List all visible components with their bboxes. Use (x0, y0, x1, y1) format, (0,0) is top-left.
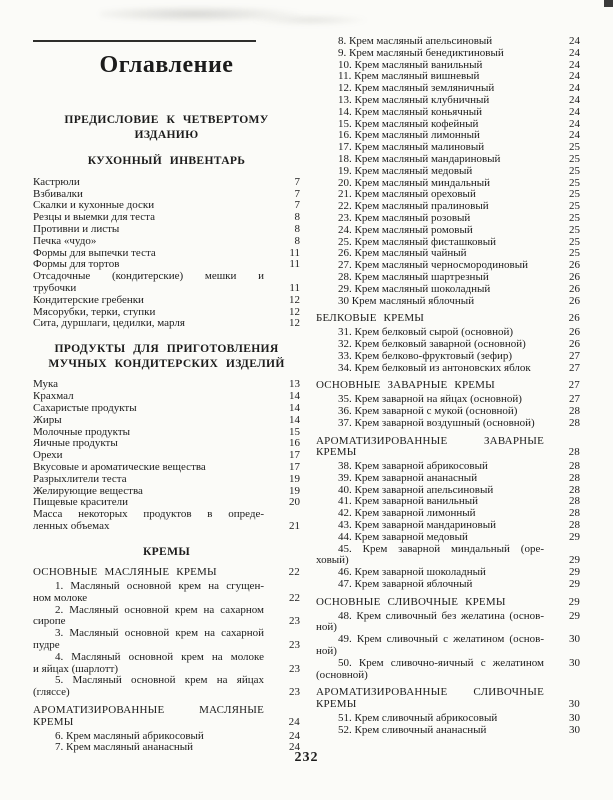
toc-section-entry (316, 687, 580, 711)
toc-entry-text: 22. Крем масляный пралиновый (338, 200, 489, 213)
toc-entry (316, 48, 580, 60)
toc-entry (316, 284, 580, 296)
toc-page-number: 24 (569, 82, 580, 95)
toc-entry-text: 18. Крем масляный мандариновый (338, 152, 501, 165)
toc-page-number: 24 (288, 715, 300, 728)
divider-rule (33, 40, 256, 42)
toc-page-number: 24 (569, 58, 580, 71)
toc-page-number: 29 (569, 609, 580, 622)
toc-page-number: 27 (569, 361, 580, 374)
toc-entry (316, 725, 580, 737)
toc-page-number: 29 (569, 530, 580, 543)
toc-line (33, 567, 300, 579)
toc-entry-text: 21. Крем масляный ореховый (338, 188, 476, 201)
toc-page-number: 20 (289, 496, 300, 509)
toc-entry-text: МУЧНЫХ КОНДИТЕРСКИХ ИЗДЕЛИЙ (48, 356, 285, 370)
toc-page-number: 8 (294, 222, 300, 235)
toc-entry-text: 20. Крем масляный миндальный (338, 176, 491, 189)
toc-page-number: 23 (289, 639, 300, 652)
toc-entry (316, 351, 580, 363)
toc-entry-text: 3. Масляный основной крем на сахарной (55, 627, 264, 640)
toc-entry-text: АРОМАТИЗИРОВАННЫЕ МАСЛЯНЫЕ (33, 704, 264, 717)
toc-entry-text: 14. Крем масляный коньячный (338, 105, 482, 118)
toc-line (33, 154, 300, 169)
toc-entry (33, 295, 300, 307)
toc-page-number: 28 (569, 483, 580, 496)
toc-line (316, 213, 580, 225)
toc-entry-text: 51. Крем сливочный абрикосовый (338, 712, 498, 725)
toc-entry-text: КРЕМЫ (316, 698, 357, 711)
toc-entry (316, 225, 580, 237)
toc-line (316, 725, 580, 737)
toc-page-number: 26 (568, 312, 580, 325)
toc-page-number: 24 (569, 46, 580, 59)
toc-page-number: 29 (569, 554, 580, 567)
toc-entry-text: БЕЛКОВЫЕ КРЕМЫ (316, 312, 425, 325)
toc-page-number: 11 (289, 281, 300, 294)
toc-section-entry (316, 313, 580, 325)
toc-line (316, 296, 580, 308)
toc-entry-text: 41. Крем заварной ванильный (338, 495, 478, 508)
toc-section-entry (316, 436, 580, 460)
toc-entry (33, 509, 300, 533)
toc-entry-text: 52. Крем сливочный ананасный (338, 723, 487, 736)
toc-entry-text: 30 Крем масляный яблочный (338, 294, 475, 307)
toc-page-number: 30 (569, 656, 580, 669)
toc-entry-text: трубочки (33, 281, 77, 294)
toc-entry-text: Формы для выпечки теста (33, 246, 156, 259)
toc-page-number: 28 (569, 460, 580, 473)
toc-entry-text: Сахаристые продукты (33, 401, 137, 414)
folio-page-number: 232 (294, 750, 319, 765)
toc-entry-text: АРОМАТИЗИРОВАННЫЕ СЛИВОЧНЫЕ (316, 686, 544, 699)
toc-entry-text: 5. Масляный основной крем на яйцах (55, 674, 264, 687)
toc-entry (316, 611, 580, 635)
toc-page-number: 24 (569, 70, 580, 83)
toc-entry-text: Сита, дуршлаги, цедилки, марля (33, 317, 185, 330)
toc-entry (33, 581, 300, 605)
toc-entry-text: 43. Крем заварной мандариновый (338, 519, 496, 532)
toc-page-number: 11 (289, 258, 300, 271)
toc-line (316, 473, 580, 485)
toc-line (33, 357, 300, 372)
toc-entry-text: 42. Крем заварной лимонный (338, 507, 476, 520)
toc-line (316, 351, 580, 363)
toc-line (33, 474, 300, 486)
toc-entry-text: КУХОННЫЙ ИНВЕНТАРЬ (87, 154, 246, 168)
toc-entry-text: ПРОДУКТЫ ДЛЯ ПРИГОТОВЛЕНИЯ (54, 342, 279, 356)
toc-page-number: 28 (569, 507, 580, 520)
toc-page-number: 25 (569, 141, 580, 154)
toc-entry (316, 213, 580, 225)
toc-entry-text: 38. Крем заварной абрикосовый (338, 460, 488, 473)
toc-line (33, 462, 300, 474)
toc-line (316, 611, 580, 623)
toc-entry-text: Яичные продукты (33, 437, 118, 450)
toc-line (33, 295, 300, 307)
toc-page-number: 29 (569, 566, 580, 579)
toc-page-number: 25 (569, 188, 580, 201)
toc-line (316, 670, 580, 682)
toc-entry-text: АРОМАТИЗИРОВАННЫЕ ЗАВАРНЫЕ (316, 434, 544, 447)
toc-entry (316, 107, 580, 119)
toc-entry-text: (гляссе) (33, 686, 70, 699)
toc-line (316, 634, 580, 646)
toc-line (316, 313, 580, 325)
toc-page-number: 19 (289, 472, 300, 485)
toc-entry-text: 17. Крем масляный малиновый (338, 141, 485, 154)
toc-page-number: 27 (569, 393, 580, 406)
toc-line (33, 415, 300, 427)
toc-line (33, 717, 300, 729)
toc-page-number: 25 (569, 176, 580, 189)
toc-entry (316, 154, 580, 166)
toc-page-number: 30 (568, 698, 580, 711)
toc-entry-text: 39. Крем заварной ананасный (338, 471, 478, 484)
toc-page-number: 11 (289, 246, 300, 259)
toc-entry-text: Кастрюли (33, 175, 80, 188)
toc-page-number: 25 (569, 200, 580, 213)
toc-line (316, 658, 580, 670)
toc-page-number: 22 (288, 566, 300, 579)
toc-page-number: 30 (569, 723, 580, 736)
toc-page-number: 17 (289, 449, 300, 462)
toc-page-number: 26 (569, 326, 580, 339)
toc-entry (316, 532, 580, 544)
toc-page-number: 7 (294, 187, 300, 200)
toc-entry (33, 628, 300, 652)
toc-section-entry (316, 597, 580, 609)
toc-page-number: 13 (289, 378, 300, 391)
toc-entry (33, 224, 300, 236)
toc-heading (33, 342, 300, 371)
toc-entry (33, 675, 300, 699)
toc-page-number: 12 (289, 293, 300, 306)
toc-entry (316, 473, 580, 485)
toc-entry-text: 16. Крем масляный лимонный (338, 129, 480, 142)
toc-entry-text: Формы для тортов (33, 258, 120, 271)
toc-entry-text: Жиры (33, 413, 62, 426)
toc-page-number: 14 (289, 413, 300, 426)
toc-entry-text: ОСНОВНЫЕ СЛИВОЧНЫЕ КРЕМЫ (316, 595, 506, 608)
toc-page-number: 26 (569, 337, 580, 350)
toc-entry-text: Желирующие вещества (33, 484, 143, 497)
toc-page-number: 29 (568, 595, 580, 608)
toc-page-number: 24 (569, 129, 580, 142)
toc-entry (33, 474, 300, 486)
toc-entry (316, 634, 580, 658)
toc-page-number: 25 (569, 247, 580, 260)
toc-page-number: 28 (569, 519, 580, 532)
scan-corner-mark (604, 0, 613, 7)
toc-line (316, 579, 580, 591)
toc-entry-text: Мясорубки, терки, ступки (33, 305, 156, 318)
toc-line (316, 363, 580, 375)
toc-entry (33, 177, 300, 189)
toc-page-number: 23 (289, 615, 300, 628)
toc-entry-text: 8. Крем масляный апельсиновый (338, 35, 493, 47)
toc-page-number: 24 (289, 741, 300, 754)
toc-page-number: 26 (569, 270, 580, 283)
toc-entry (33, 438, 300, 450)
toc-heading (33, 154, 300, 169)
toc-entry (316, 418, 580, 430)
toc-entry-text: ной) (316, 621, 337, 634)
toc-entry-text: Разрыхлители теста (33, 472, 127, 485)
toc-page-number: 7 (294, 199, 300, 212)
toc-line (316, 166, 580, 178)
toc-page-number: 25 (569, 152, 580, 165)
toc-page-number: 24 (569, 93, 580, 106)
toc-left-column (33, 92, 300, 754)
toc-entry (33, 652, 300, 676)
toc-entry (33, 271, 300, 295)
toc-page-number: 26 (569, 282, 580, 295)
toc-page-number: 27 (568, 379, 580, 392)
toc-line (316, 48, 580, 60)
toc-entry-text: (основной) (316, 668, 368, 681)
toc-page-number: 12 (289, 305, 300, 318)
toc-page-number: 21 (289, 519, 300, 532)
toc-page-number: 30 (569, 712, 580, 725)
toc-entry-text: Резцы и выемки для теста (33, 211, 155, 224)
toc-line (316, 597, 580, 609)
toc-line (316, 339, 580, 351)
toc-entry-text: Вкусовые и ароматические вещества (33, 460, 206, 473)
scan-smudge-artifact (250, 14, 370, 26)
toc-page-number: 16 (289, 437, 300, 450)
toc-line (33, 128, 300, 143)
toc-line (316, 284, 580, 296)
toc-entry-text: 11. Крем масляный вишневый (338, 70, 480, 83)
toc-page-number: 12 (289, 317, 300, 330)
toc-entry-text: Пищевые красители (33, 496, 128, 509)
toc-entry (33, 605, 300, 629)
toc-entry (33, 462, 300, 474)
toc-line (33, 113, 300, 128)
toc-entry-text: 24. Крем масляный ромовый (338, 223, 473, 236)
toc-entry-text: 47. Крем заварной яблочный (338, 578, 473, 591)
toc-page-number: 19 (289, 484, 300, 497)
toc-line (316, 154, 580, 166)
toc-entry-text: Орехи (33, 449, 63, 462)
toc-page-number: 24 (289, 729, 300, 742)
toc-page-number: 14 (289, 390, 300, 403)
toc-line (316, 544, 580, 556)
toc-heading (33, 113, 300, 142)
toc-line (33, 403, 300, 415)
toc-entry-text: 36. Крем заварной с мукой (основной) (338, 404, 518, 417)
toc-entry-text: 29. Крем масляный шоколадный (338, 282, 491, 295)
toc-line (33, 318, 300, 330)
toc-line (33, 628, 300, 640)
toc-entry-text: Мука (33, 378, 59, 391)
toc-entry-text: Противни и листы (33, 222, 120, 235)
toc-page-number: 26 (569, 294, 580, 307)
toc-line (33, 283, 300, 295)
toc-page-number: 8 (294, 234, 300, 247)
toc-entry-text: 19. Крем масляный медовый (338, 164, 473, 177)
toc-entry-text: 23. Крем масляный розовый (338, 211, 471, 224)
toc-line (316, 447, 580, 459)
toc-entry-text: ИЗДАНИЮ (134, 127, 199, 141)
toc-page-number: 28 (569, 416, 580, 429)
toc-page-number: 28 (569, 495, 580, 508)
toc-section-entry (33, 567, 300, 579)
toc-entry (316, 658, 580, 682)
toc-entry-text: 48. Крем сливочный без желатина (основ- (338, 609, 544, 622)
toc-page-number: 30 (569, 633, 580, 646)
toc-line (316, 418, 580, 430)
toc-entry-text: 13. Крем масляный клубничный (338, 93, 490, 106)
toc-entry (316, 544, 580, 568)
toc-line (33, 236, 300, 248)
toc-line (33, 652, 300, 664)
toc-page-number: 22 (289, 591, 300, 604)
toc-entry (33, 415, 300, 427)
toc-entry-text: 26. Крем масляный чайный (338, 247, 467, 260)
toc-page-number: 24 (569, 117, 580, 130)
toc-entry (316, 339, 580, 351)
toc-entry-text: 27. Крем масляный черносмородиновый (338, 259, 528, 272)
toc-line (316, 107, 580, 119)
toc-page-number: 25 (569, 211, 580, 224)
toc-entry (316, 406, 580, 418)
toc-entry-text: ОСНОВНЫЕ ЗАВАРНЫЕ КРЕМЫ (316, 379, 495, 392)
toc-entry-text: КРЕМЫ (33, 715, 74, 728)
toc-entry-text: 44. Крем заварной медовый (338, 530, 468, 543)
toc-entry (316, 166, 580, 178)
toc-entry-text: сиропе (33, 615, 66, 628)
toc-entry-text: КРЕМЫ (142, 544, 191, 558)
toc-entry-text: Печка «чудо» (33, 234, 97, 247)
toc-line (316, 225, 580, 237)
toc-page-number: 25 (569, 235, 580, 248)
toc-page-number: 25 (569, 164, 580, 177)
toc-entry-text: Отсадочные (кондитерские) мешки и (33, 270, 264, 283)
toc-page-number: 23 (289, 686, 300, 699)
toc-line (316, 406, 580, 418)
toc-heading (33, 545, 300, 560)
toc-entry-text: КРЕМЫ (316, 446, 357, 459)
toc-entry-text: 28. Крем масляный шартрезный (338, 270, 489, 283)
toc-entry (316, 272, 580, 284)
toc-section-entry (33, 705, 300, 729)
toc-line (33, 593, 300, 605)
toc-entry-text: 40. Крем заварной апельсиновый (338, 483, 494, 496)
toc-entry-text: 25. Крем масляный фисташковый (338, 235, 496, 248)
toc-entry (33, 236, 300, 248)
toc-page-number: 7 (294, 175, 300, 188)
toc-page-number: 24 (569, 105, 580, 118)
toc-line (33, 675, 300, 687)
toc-line (33, 687, 300, 699)
toc-page-number: 15 (289, 425, 300, 438)
toc-entry-text: 46. Крем заварной шоколадный (338, 566, 486, 579)
toc-entry-text: ном молоке (33, 591, 88, 604)
toc-page-number: 25 (569, 223, 580, 236)
toc-entry-text: ПРЕДИСЛОВИЕ К ЧЕТВЕРТОМУ (64, 113, 269, 126)
toc-entry-text: Масса некоторых продуктов в опреде- (33, 508, 264, 521)
toc-right-column (316, 36, 580, 737)
toc-entry-text: 4. Масляный основной крем на молоке (55, 650, 264, 663)
page-title: Оглавление (99, 52, 234, 78)
toc-entry-text: 49. Крем сливочный с желатином (основ- (338, 633, 544, 646)
toc-entry-text: 9. Крем масляный бенедиктиновый (338, 46, 504, 59)
toc-line (33, 545, 300, 560)
toc-page-number: 29 (569, 578, 580, 591)
toc-line (33, 438, 300, 450)
toc-entry-text: 10. Крем масляный ванильный (338, 58, 483, 71)
toc-entry (316, 296, 580, 308)
toc-entry-text: Кондитерские гребенки (33, 293, 144, 306)
toc-entry-text: Крахмал (33, 390, 74, 403)
toc-page-number: 24 (569, 35, 580, 47)
toc-entry-text: Взбивалки (33, 187, 83, 200)
toc-line (316, 532, 580, 544)
toc-entry-text: 37. Крем заварной воздушный (основной) (338, 416, 535, 429)
toc-entry-text: Скалки и кухонные доски (33, 199, 155, 212)
toc-line (316, 95, 580, 107)
toc-page-number: 27 (569, 349, 580, 362)
toc-entry-text: 12. Крем масляный земляничный (338, 82, 495, 95)
toc-line (33, 224, 300, 236)
toc-entry (316, 95, 580, 107)
toc-page-number: 28 (569, 404, 580, 417)
toc-page-number: 28 (569, 471, 580, 484)
toc-page-number: 23 (289, 662, 300, 675)
toc-entry-text: 33. Крем белково-фруктовый (зефир) (338, 349, 513, 362)
toc-page-number: 28 (568, 446, 580, 459)
toc-entry (33, 403, 300, 415)
toc-entry (33, 318, 300, 330)
toc-entry-text: 32. Крем белковый заварной (основной) (338, 337, 526, 350)
toc-entry-text: Молочные продукты (33, 425, 131, 438)
toc-entry-text: 2. Масляный основной крем на сахарном (55, 603, 264, 616)
toc-line (33, 521, 300, 533)
toc-entry-text: пудре (33, 639, 60, 652)
toc-entry (316, 363, 580, 375)
toc-entry-text: 34. Крем белковый из антоновских яблок (338, 361, 531, 374)
toc-entry-text: 50. Крем сливочно-яичный с желатином (338, 656, 544, 669)
toc-section-entry (316, 380, 580, 392)
toc-entry-text: 15. Крем масляный кофейный (338, 117, 479, 130)
toc-line (33, 342, 300, 357)
toc-entry (316, 579, 580, 591)
toc-line (316, 380, 580, 392)
toc-entry-text: 7. Крем масляный ананасный (55, 741, 194, 754)
toc-page-number: 17 (289, 460, 300, 473)
toc-entry-text: и яйцах (шарлотт) (33, 662, 119, 675)
toc-entry-text: 45. Крем заварной миндальный (оре- (338, 542, 544, 555)
toc-entry-text: 31. Крем белковый сырой (основной) (338, 326, 514, 339)
toc-entry-text: 1. Масляный основной крем на сгущен- (55, 580, 264, 593)
toc-page-number: 26 (569, 259, 580, 272)
toc-entry-text: ховый) (316, 554, 349, 567)
toc-entry-text: ной) (316, 645, 337, 658)
toc-page-number: 8 (294, 211, 300, 224)
toc-line (33, 605, 300, 617)
toc-entry-text: 6. Крем масляный абрикосовый (55, 729, 204, 742)
toc-entry-text: ОСНОВНЫЕ МАСЛЯНЫЕ КРЕМЫ (33, 566, 217, 579)
toc-line (33, 177, 300, 189)
toc-entry-text: ленных объемах (33, 519, 110, 532)
toc-line (316, 272, 580, 284)
toc-page-number: 14 (289, 401, 300, 414)
toc-line (316, 699, 580, 711)
toc-entry-text: 35. Крем заварной на яйцах (основной) (338, 393, 522, 406)
